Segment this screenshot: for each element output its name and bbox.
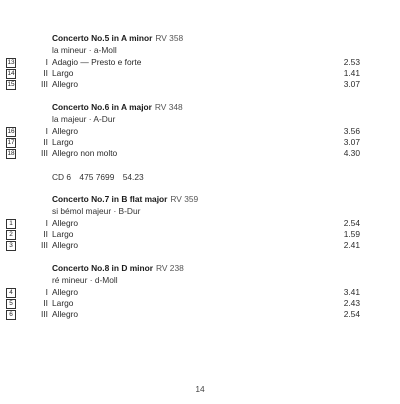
movement-number: III — [41, 309, 48, 319]
concerto-key: la majeur · A-Dur — [52, 114, 116, 124]
movement-number: I — [45, 57, 48, 67]
movement-number: III — [41, 240, 48, 250]
concerto-title — [52, 194, 198, 205]
track-number-box: 18 — [7, 150, 15, 157]
movement-row — [0, 57, 400, 68]
rv-number: RV 348 — [154, 102, 183, 112]
track-number-box: 3 — [6, 241, 16, 251]
movement-title: Allegro — [52, 287, 79, 297]
movement-duration: 2.43 — [343, 298, 360, 308]
movement-title: Allegro — [52, 309, 79, 319]
movement-row — [0, 309, 400, 320]
movement-row — [0, 229, 400, 240]
track-number-box: 6 — [6, 310, 16, 320]
movement-row — [0, 148, 400, 159]
cd-disc: CD 6 — [52, 172, 72, 182]
track-number-box: 16 — [7, 128, 15, 135]
rv-number: RV 358 — [155, 33, 184, 43]
track-number-box: 4 — [6, 288, 16, 298]
movement-row — [0, 79, 400, 90]
movement-title: Allegro — [52, 240, 79, 250]
concerto-name: Concerto No.5 in A minor — [52, 33, 153, 43]
movement-row — [0, 218, 400, 229]
movement-duration: 3.41 — [343, 287, 360, 297]
movement-title: Largo — [52, 68, 74, 78]
movement-duration: 3.07 — [343, 137, 360, 147]
movement-title: Allegro non molto — [52, 148, 118, 158]
concerto-name: Concerto No.7 in B flat major — [52, 194, 168, 204]
movement-duration: 3.56 — [343, 126, 360, 136]
page-number: 14 — [195, 384, 205, 394]
track-number-box: 2 — [6, 230, 16, 240]
movement-number: II — [43, 68, 48, 78]
movement-title: Adagio — Presto e forte — [52, 57, 142, 67]
movement-duration: 3.07 — [343, 79, 360, 89]
movement-title: Largo — [52, 229, 74, 239]
rv-number: RV 359 — [170, 194, 199, 204]
movement-number: II — [43, 229, 48, 239]
rv-number: RV 238 — [155, 263, 184, 273]
movement-row — [0, 68, 400, 79]
movement-number: III — [41, 79, 48, 89]
concerto-title — [52, 102, 183, 113]
track-number-box: 14 — [7, 70, 15, 77]
track-number-box: 15 — [7, 81, 15, 88]
track-number-box: 5 — [6, 299, 16, 309]
concerto-key: si bémol majeur · B-Dur — [52, 206, 141, 216]
movement-number: I — [45, 126, 48, 136]
concerto-name: Concerto No.6 in A major — [52, 102, 152, 112]
movement-number: III — [41, 148, 48, 158]
track-number-box: 17 — [7, 139, 15, 146]
movement-row — [0, 137, 400, 148]
movement-row — [0, 298, 400, 309]
movement-number: II — [43, 298, 48, 308]
movement-row — [0, 287, 400, 298]
cd-catalog: 475 7699 — [79, 172, 115, 182]
movement-title: Allegro — [52, 79, 79, 89]
movement-row — [0, 126, 400, 137]
movement-duration: 2.53 — [343, 57, 360, 67]
concerto-name: Concerto No.8 in D minor — [52, 263, 153, 273]
movement-title: Allegro — [52, 218, 79, 228]
movement-duration: 1.41 — [343, 68, 360, 78]
movement-row — [0, 240, 400, 251]
movement-title: Largo — [52, 298, 74, 308]
movement-number: I — [45, 287, 48, 297]
concerto-title — [52, 33, 183, 44]
cd-info — [52, 172, 150, 183]
track-number-box: 1 — [6, 219, 16, 229]
movement-title: Allegro — [52, 126, 79, 136]
concerto-key: ré mineur · d-Moll — [52, 275, 118, 285]
cd-total-time: 54.23 — [122, 172, 144, 182]
movement-duration: 2.54 — [343, 218, 360, 228]
concerto-key: la mineur · a-Moll — [52, 45, 117, 55]
track-number-box: 13 — [7, 59, 15, 66]
concerto-title — [52, 263, 184, 274]
movement-title: Largo — [52, 137, 74, 147]
movement-number: I — [45, 218, 48, 228]
movement-duration: 2.54 — [343, 309, 360, 319]
movement-duration: 2.41 — [343, 240, 360, 250]
movement-duration: 4.30 — [343, 148, 360, 158]
movement-duration: 1.59 — [343, 229, 360, 239]
movement-number: II — [43, 137, 48, 147]
